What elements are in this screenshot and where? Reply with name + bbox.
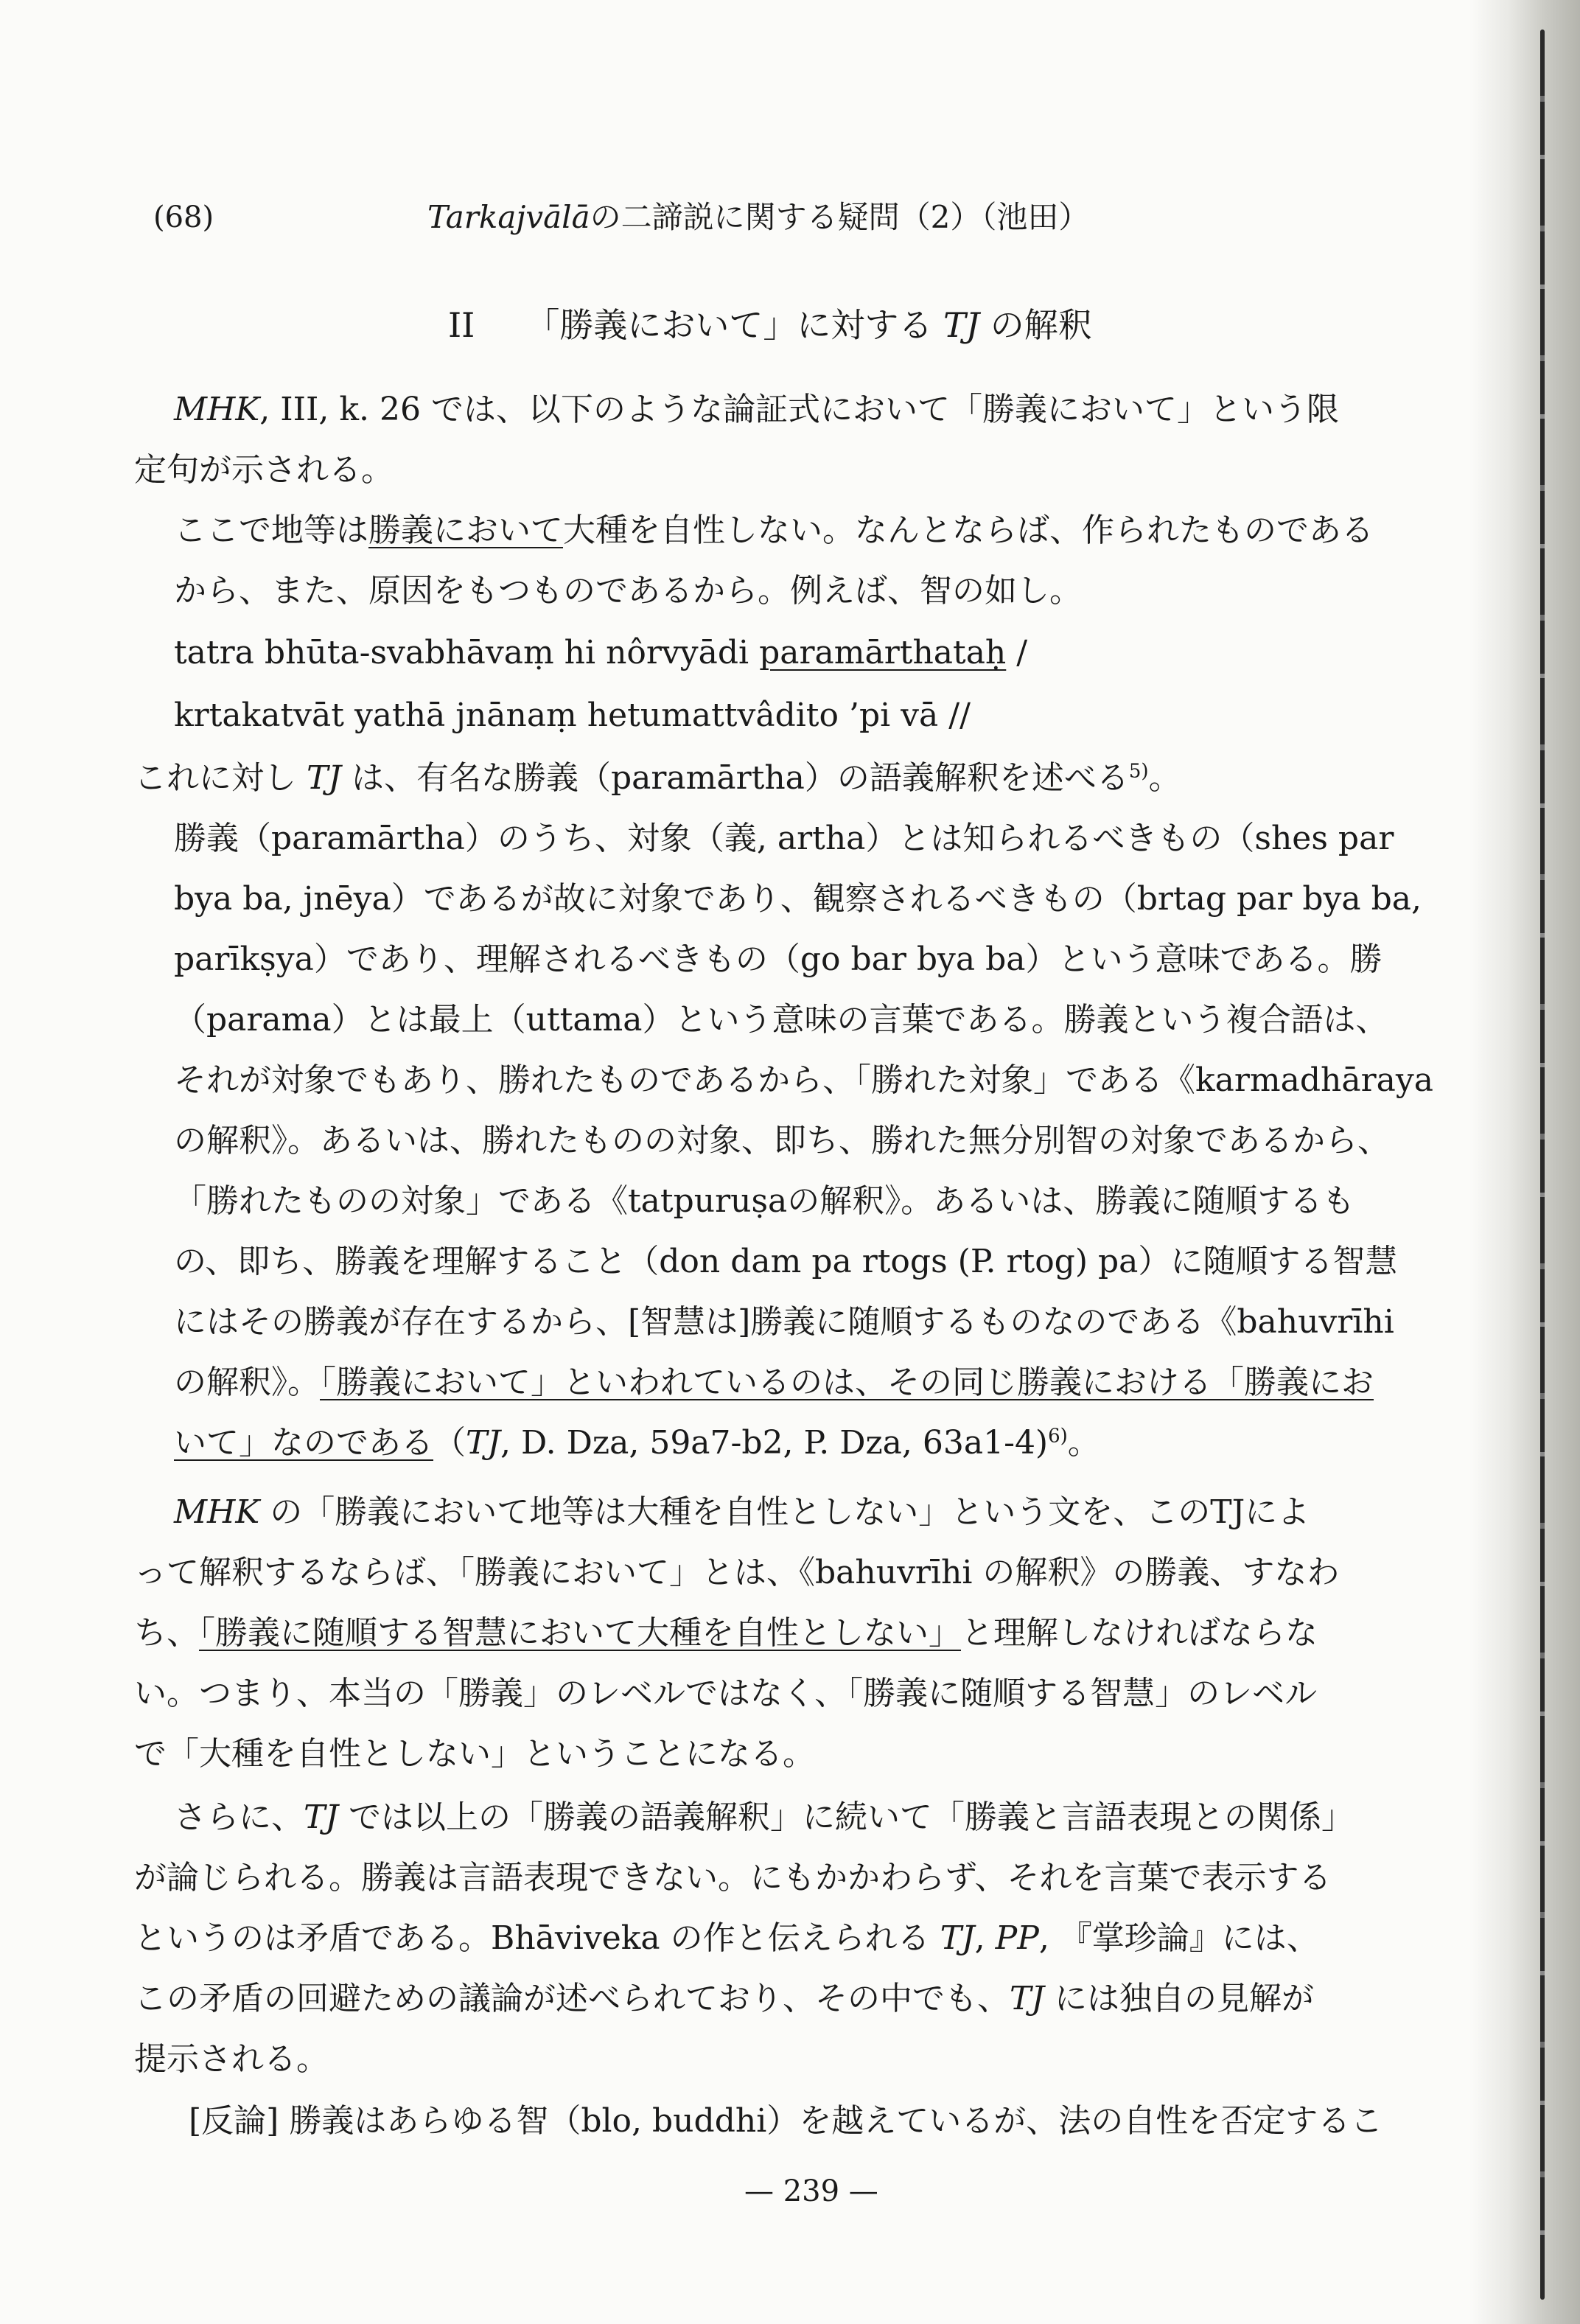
p3-line-1 [174, 1493, 1310, 1532]
p4-line-5: 提示される。 [134, 2040, 329, 2078]
p4-line-4 [134, 1980, 1314, 2019]
p4-line-1-a: さらに、 [174, 1798, 304, 1836]
footnote-ref-5: 5) [1128, 760, 1149, 783]
p1-mhk: MHK [174, 391, 260, 428]
block-line-10-underlined: 「勝義において」といわれているのは、その同じ勝義における「勝義にお [320, 1364, 1374, 1401]
section-heading-a: 「勝義において」に対する [542, 305, 933, 345]
p4-line-1 [174, 1798, 1354, 1838]
block-line-11-tj: TJ [466, 1424, 500, 1462]
p4-line-3-sep: , [974, 1919, 996, 1957]
block-line-10-a: の解釈》。 [174, 1364, 320, 1401]
p2-a: これに対し [134, 759, 307, 797]
running-title [427, 193, 1089, 237]
p4-line-3-pp: PP [995, 1919, 1039, 1957]
block-line-11-b: （ [433, 1424, 466, 1462]
block-line-2: bya ba, jnēya）であるが故に対象であり、観察されるべきもの（brtag par bya ba, [174, 880, 1422, 918]
quote-line-3 [174, 634, 1027, 673]
quote-line-3-b: / [1006, 634, 1028, 671]
block-line-11 [174, 1424, 1100, 1463]
block-line-6: の解釈》。あるいは、勝れたものの対象、即ち、勝れた無分別智の対象であるから、 [174, 1122, 1390, 1159]
p4-line-1-b: では以上の「勝義の語義解釈」に続いて「勝義と言語表現との関係」 [338, 1798, 1354, 1836]
p4-line-3-a: というのは矛盾である。Bhāviveka の作と伝えられる [134, 1919, 940, 1957]
section-heading [448, 299, 1092, 347]
p3-line-4: い。つまり、本当の「勝義」のレベルではなく、「勝義に随順する智慧」のレベル [134, 1675, 1318, 1712]
block-line-10 [174, 1364, 1374, 1403]
p4-line-2: が論じられる。勝義は言語表現できない。にもかかわらず、それを言葉で表示する [134, 1859, 1332, 1896]
running-title-italic: Tarkajvālā [427, 199, 590, 235]
block-line-7: 「勝れたものの対象」である《tatpuruṣaの解釈》。あるいは、勝義に随順するも [174, 1182, 1355, 1220]
p4-line-4-a: この矛盾の回避ための議論が述べられており、その中でも、 [134, 1980, 1010, 2017]
p1-line-1 [174, 391, 1339, 430]
running-page-number: (68) [153, 200, 214, 234]
p5-line-1: [反論] 勝義はあらゆる智（blo, buddhi）を越えているが、法の自性を否定するこ [189, 2102, 1383, 2140]
block-line-5: それが対象でもあり、勝れたものであるから、「勝れた対象」である《karmadhāraya [174, 1061, 1433, 1099]
block-line-1: 勝義（paramārtha）のうち、対象（義, artha）とは知られるべきもの（shes par [174, 820, 1394, 857]
p3-mhk: MHK [174, 1493, 260, 1531]
block-line-11-c: , D. Dza, 59a7-b2, P. Dza, 63a1-4) [500, 1424, 1049, 1462]
p3-line-3-a: ち、 [134, 1614, 199, 1652]
p3-line-3 [134, 1614, 1318, 1653]
block-line-11-d: 。 [1067, 1424, 1100, 1462]
p1-line-1-text: , III, k. 26 では、以下のような論証式において「勝義において」という限 [259, 391, 1339, 428]
quote-line-3-underlined: paramārthataḥ [759, 634, 1007, 671]
p4-line-4-tj: TJ [1010, 1980, 1044, 2017]
p4-line-1-tj: TJ [304, 1798, 338, 1836]
p3-line-3-b: と理解しなければならな [961, 1614, 1318, 1652]
quote-line-3-a: tatra bhūta-svabhāvaṃ hi nôrvyādi [174, 634, 760, 671]
folio: — 239 — [744, 2174, 878, 2208]
block-line-8: の、即ち、勝義を理解すること（don dam pa rtogs (P. rtog) pa）に随順する智慧 [174, 1243, 1398, 1280]
binding-line [1540, 29, 1545, 2300]
p4-line-3 [134, 1919, 1319, 1958]
p1-line-2: 定句が示される。 [134, 451, 394, 489]
quote-line-4: krtakatvāt yathā jnānaṃ hetumattvâdito ’pi vā // [174, 697, 971, 734]
footnote-ref-6: 6) [1048, 1425, 1068, 1448]
p4-line-4-b: には独自の見解が [1044, 1980, 1314, 2017]
p4-line-3-b: , 『掌珍論』には、 [1038, 1919, 1319, 1957]
p2-b: は、有名な勝義（paramārtha）の語義解釈を述べる [341, 759, 1129, 797]
scan-edge [1469, 0, 1580, 2324]
quote-line-1-b: 大種を自性しない。なんとならば、作られたものである [563, 512, 1374, 549]
section-numeral: II [448, 305, 475, 345]
block-line-11-underlined: いて」なのである [174, 1424, 433, 1462]
quote-line-1-underlined: 勝義において [368, 512, 563, 549]
section-heading-b: の解釈 [990, 305, 1092, 345]
block-line-3: parīkṣya）であり、理解されるべきもの（go bar bya ba）という意味である。勝 [174, 941, 1382, 978]
p3-line-3-underlined: 「勝義に随順する智慧において大種を自性としない」 [199, 1614, 961, 1652]
quote-line-1 [174, 512, 1374, 551]
p3-line-2: って解釈するならば、「勝義において」とは、《bahuvrīhi の解釈》の勝義、すなわ [134, 1554, 1340, 1591]
quote-line-1-a: ここで地等は [174, 512, 368, 549]
quote-line-2: から、また、原因をもつものであるから。例えば、智の如し。 [174, 572, 1082, 610]
p3-line-1-text: の「勝義において地等は大種を自性としない」という文を、このTJによ [259, 1493, 1310, 1531]
block-line-4: （parama）とは最上（uttama）という意味の言葉である。勝義という複合語は、 [174, 1001, 1388, 1039]
section-heading-tj: TJ [943, 305, 980, 345]
p2-c: 。 [1148, 759, 1181, 797]
p2-tj: TJ [307, 759, 341, 797]
p3-line-5: で「大種を自性としない」ということになる。 [134, 1735, 815, 1773]
running-title-rest: の二諦説に関する疑問（2）（池田） [590, 199, 1090, 235]
block-line-9: にはその勝義が存在するから、[智慧は]勝義に随順するものなのである《bahuvrīhi [174, 1303, 1394, 1341]
p2-line [134, 759, 1181, 798]
p4-line-3-tj: TJ [940, 1919, 975, 1957]
